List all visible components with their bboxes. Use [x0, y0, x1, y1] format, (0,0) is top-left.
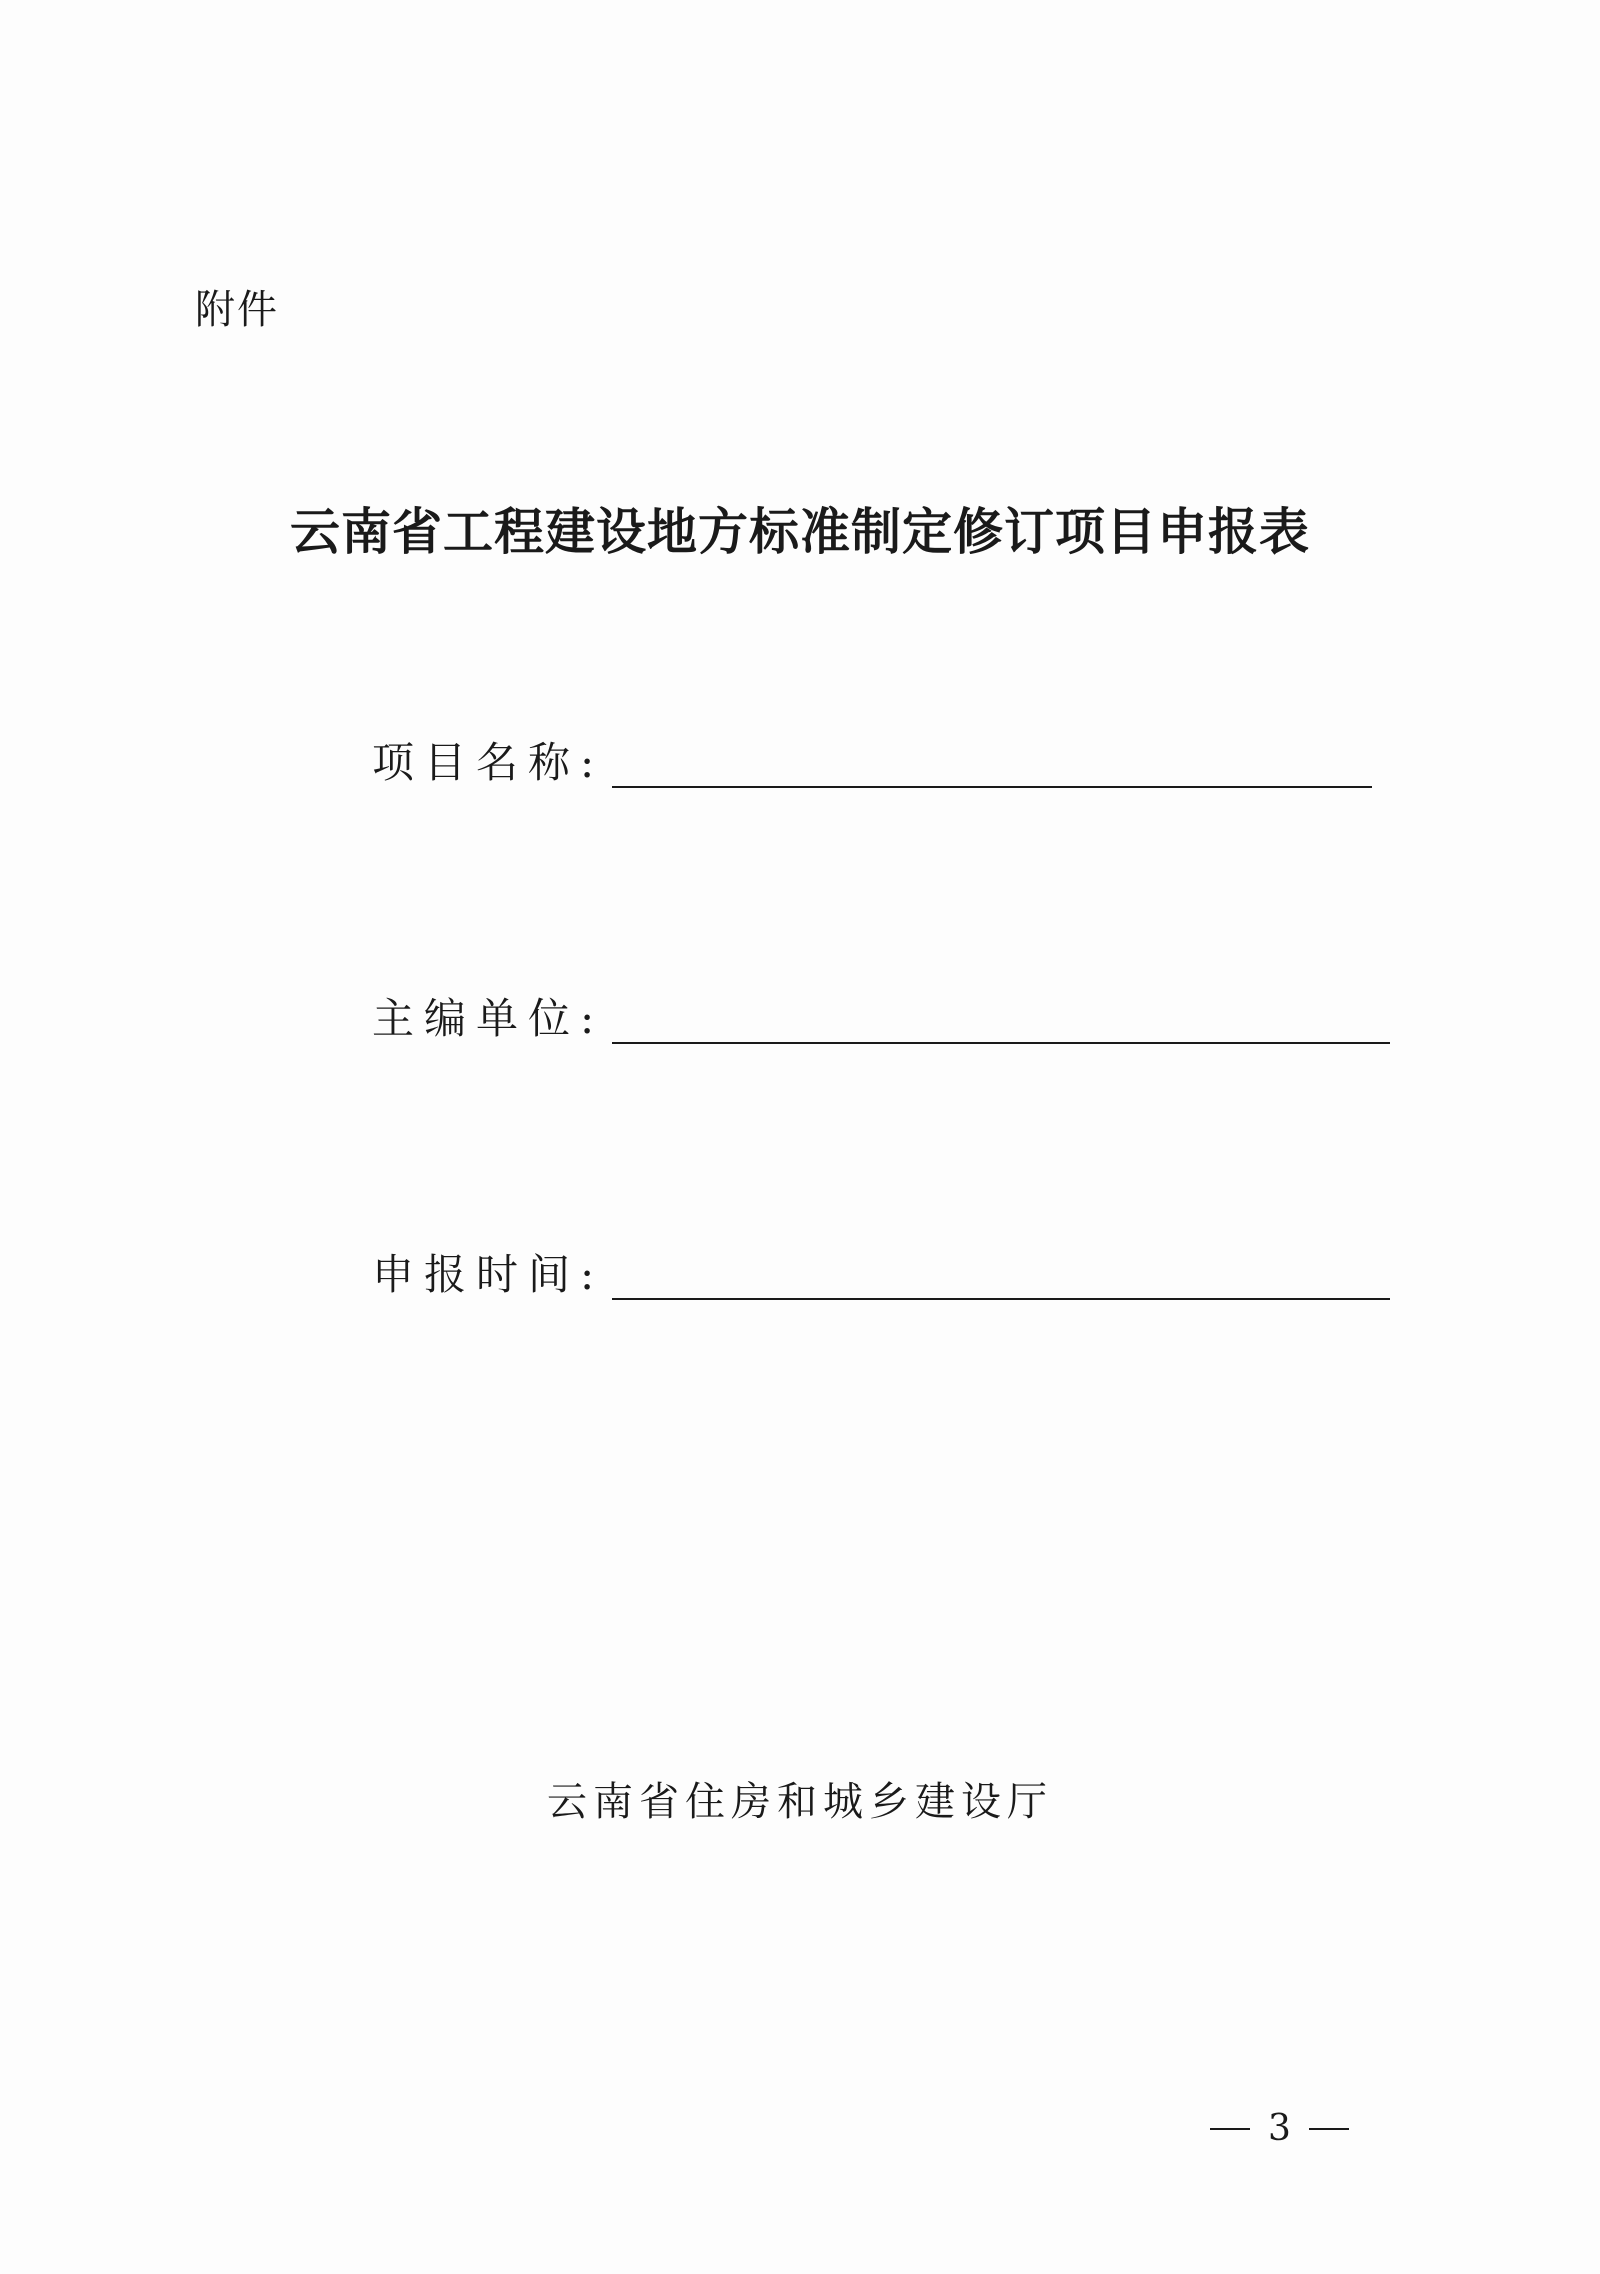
field-project-name [372, 720, 1372, 790]
page-number-value: 3 [1268, 2108, 1291, 2149]
project-name-blank-line [612, 785, 1372, 788]
issuing-authority: 云南省住房和城乡建设厅 [547, 1779, 1053, 1825]
chief-editor-unit-blank-line [612, 1041, 1390, 1044]
page-number-dash-left [1210, 2128, 1250, 2130]
attachment-label: 附件 [195, 287, 279, 333]
field-chief-editor-unit [372, 976, 1390, 1046]
field-label: 项目名称: [372, 738, 605, 787]
field-label: 主编单位: [372, 994, 605, 1043]
document-title: 云南省工程建设地方标准制定修订项目申报表 [290, 502, 1310, 561]
application-date-blank-line [612, 1297, 1390, 1300]
page-number-dash-right [1309, 2128, 1349, 2130]
field-application-date [372, 1232, 1390, 1302]
field-label: 申报时间: [372, 1250, 605, 1299]
page-number [1210, 2108, 1349, 2149]
